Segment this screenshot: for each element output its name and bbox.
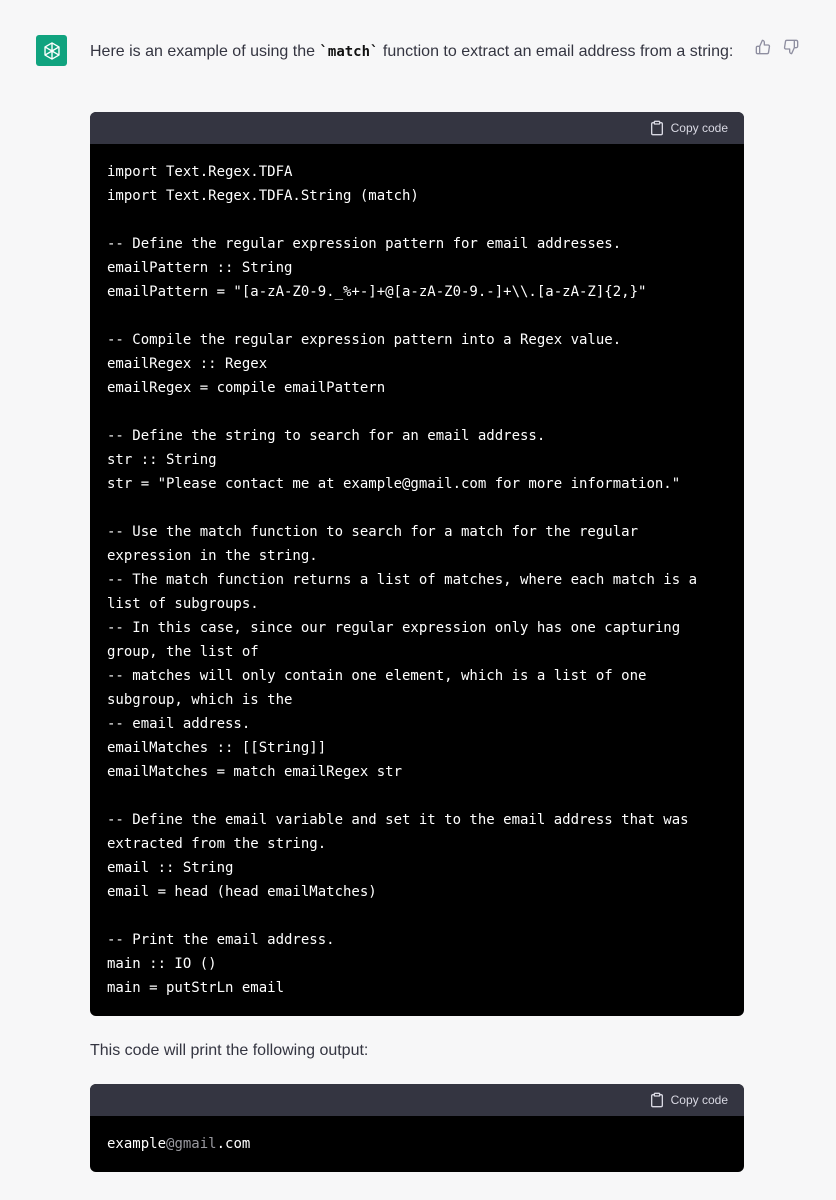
openai-logo-icon (41, 40, 63, 62)
code-line: emailMatches :: [[String]] (107, 740, 327, 756)
code-line (107, 400, 727, 424)
code-line: emailMatches = match emailRegex str (107, 764, 403, 780)
output-user: example (107, 1136, 167, 1152)
thumbs-up-button[interactable] (754, 38, 772, 56)
code-line (107, 784, 727, 808)
code-line: main = putStrLn email (107, 980, 285, 996)
code-line: main :: IO () (107, 956, 217, 972)
code-line (107, 1132, 727, 1156)
code-line: -- Print the email address. (107, 932, 335, 948)
code-line: email :: String (107, 860, 234, 876)
code-line: -- Define the regular expression pattern for email addresses. (107, 236, 622, 252)
code-line: list of subgroups. (107, 596, 259, 612)
code-line: -- In this case, since our regular expression only has one capturing (107, 620, 681, 636)
code-line: subgroup, which is the (107, 692, 293, 708)
code-line (107, 904, 727, 928)
code-line: -- Define the email variable and set it to the email address that was (107, 812, 689, 828)
code-line: -- Use the match function to search for a match for the regular (107, 524, 639, 540)
code-line: emailRegex :: Regex (107, 356, 268, 372)
code-line: -- The match function returns a list of matches, where each match is a (107, 572, 698, 588)
code-line: -- Compile the regular expression pattern into a Regex value. (107, 332, 622, 348)
inline-code-match: `match` (319, 44, 379, 60)
code-content (90, 1116, 744, 1168)
code-block-haskell (90, 112, 744, 1016)
code-line (107, 304, 727, 328)
code-line: -- email address. (107, 716, 251, 732)
copy-code-label: Copy code (670, 1093, 728, 1107)
code-line: import Text.Regex.TDFA.String (match) (107, 188, 419, 204)
copy-code-button[interactable] (649, 120, 728, 136)
code-line: -- Define the string to search for an email address. (107, 428, 546, 444)
code-line: str = "Please contact me at example@gmail.com for more information." (107, 476, 681, 492)
code-block-header (90, 112, 744, 144)
thumbs-up-icon (755, 39, 771, 55)
thumbs-down-button[interactable] (782, 38, 800, 56)
output-domain: @gmail (166, 1136, 217, 1152)
clipboard-icon (649, 120, 665, 136)
code-line: extracted from the string. (107, 836, 327, 852)
code-line: group, the list of (107, 644, 259, 660)
code-line: expression in the string. (107, 548, 318, 564)
intro-text-before: Here is an example of using the (90, 43, 320, 60)
copy-code-label: Copy code (670, 121, 728, 135)
code-block-output (90, 1084, 744, 1172)
message-intro (90, 38, 744, 66)
output-intro: This code will print the following output: (90, 1042, 369, 1059)
thumbs-down-icon (783, 39, 799, 55)
code-line: import Text.Regex.TDFA (107, 164, 293, 180)
intro-paragraph (90, 38, 744, 66)
code-line: emailRegex = compile emailPattern (107, 380, 386, 396)
code-line (107, 208, 727, 232)
code-content (90, 144, 744, 1012)
code-line: emailPattern = "[a-zA-Z0-9._%+-]+@[a-zA-Z0-9.-]+\\.[a-zA-Z]{2,}" (107, 284, 647, 300)
code-line: -- matches will only contain one element, which is a list of one (107, 668, 647, 684)
assistant-avatar (36, 35, 67, 66)
code-block-header (90, 1084, 744, 1116)
feedback-controls (754, 38, 800, 56)
intro-text-after: function to extract an email address from a string: (378, 43, 734, 60)
code-line: emailPattern :: String (107, 260, 293, 276)
copy-code-button[interactable] (649, 1092, 728, 1108)
output-tld: .com (216, 1136, 251, 1152)
code-line: str :: String (107, 452, 217, 468)
clipboard-icon (649, 1092, 665, 1108)
code-line: email = head (head emailMatches) (107, 884, 377, 900)
code-line (107, 496, 727, 520)
